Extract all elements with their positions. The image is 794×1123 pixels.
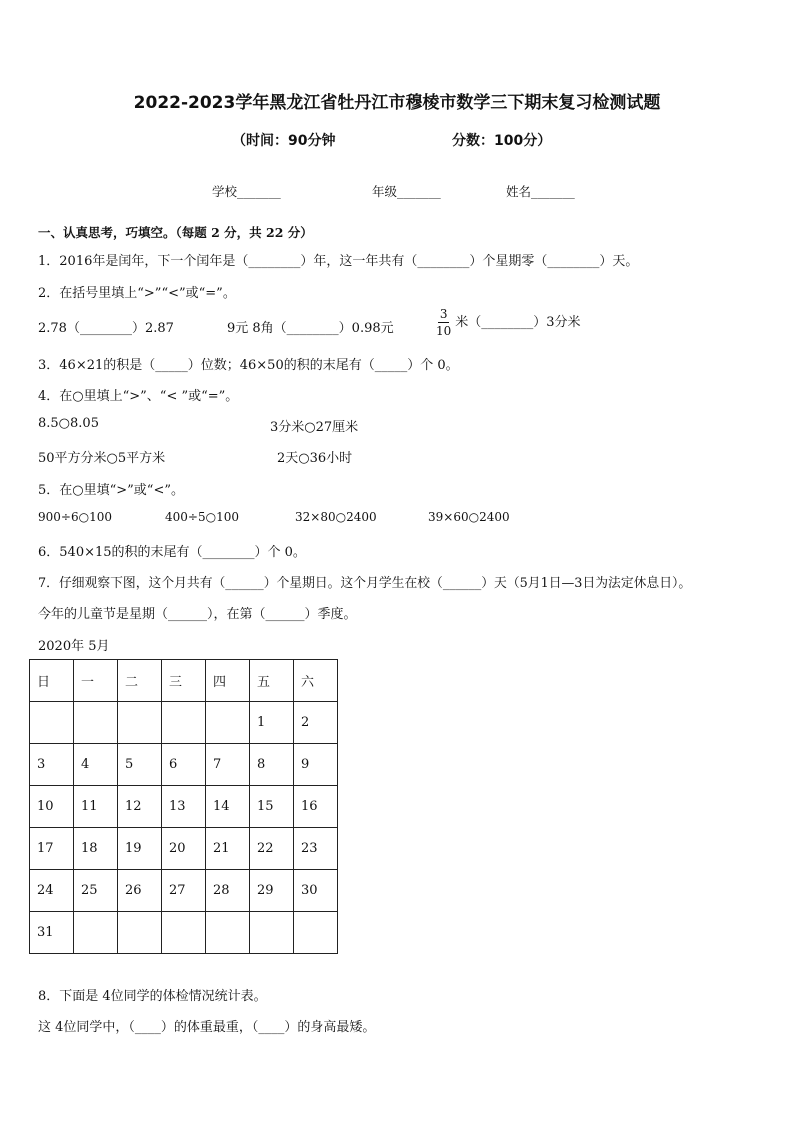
name-field: 姓名_______ <box>506 184 575 199</box>
calendar-cell: 二 <box>118 660 162 702</box>
calendar-cell: 8 <box>250 744 294 786</box>
calendar-row <box>30 912 338 954</box>
calendar-cell <box>118 702 162 744</box>
calendar-cell: 三 <box>162 660 206 702</box>
calendar-cell: 14 <box>206 786 250 828</box>
calendar-cell <box>250 912 294 954</box>
calendar-cell: 22 <box>250 828 294 870</box>
question-2-a: 2.78（________）2.87 <box>38 321 174 336</box>
question-8-line-2: 这 4位同学中，（____）的体重最重，（____）的身高最矮。 <box>38 1020 376 1035</box>
question-5-prompt: 5．在○里填“>”或“<”。 <box>38 483 184 498</box>
question-4-a: 8.5○8.05 <box>38 416 99 431</box>
question-7-line-1: 7．仔细观察下图，这个月共有（______）个星期日。这个月学生在校（______）天（5月1日—3日为法定休息日）。 <box>38 576 692 591</box>
calendar-table <box>29 659 338 954</box>
calendar-row <box>30 870 338 912</box>
calendar-cell <box>206 702 250 744</box>
exam-time: （时间：90分钟 <box>232 133 336 149</box>
question-5-c: 32×80○2400 <box>295 510 377 524</box>
calendar-row-header <box>30 660 338 702</box>
calendar-cell <box>294 912 338 954</box>
calendar-cell: 13 <box>162 786 206 828</box>
calendar-cell: 16 <box>294 786 338 828</box>
calendar-cell: 日 <box>30 660 74 702</box>
calendar-cell: 28 <box>206 870 250 912</box>
calendar-caption: 2020年 5月 <box>38 639 110 654</box>
exam-score: 分数：100分） <box>452 133 552 149</box>
calendar-cell <box>74 912 118 954</box>
calendar-cell: 20 <box>162 828 206 870</box>
calendar-cell: 21 <box>206 828 250 870</box>
calendar-cell: 19 <box>118 828 162 870</box>
calendar-cell: 2 <box>294 702 338 744</box>
calendar-cell: 26 <box>118 870 162 912</box>
calendar-cell <box>118 912 162 954</box>
calendar-cell: 6 <box>162 744 206 786</box>
calendar-cell: 12 <box>118 786 162 828</box>
section-heading: 一、认真思考，巧填空。（每题 2 分，共 22 分） <box>38 225 313 240</box>
question-2-c-text: 米（________）3分米 <box>455 315 581 330</box>
calendar-cell: 4 <box>74 744 118 786</box>
calendar-cell: 3 <box>30 744 74 786</box>
calendar-cell: 10 <box>30 786 74 828</box>
question-5-a: 900÷6○100 <box>38 510 112 524</box>
calendar-cell: 30 <box>294 870 338 912</box>
school-field: 学校_______ <box>212 184 281 199</box>
calendar-cell: 9 <box>294 744 338 786</box>
calendar-cell: 7 <box>206 744 250 786</box>
calendar-cell <box>162 912 206 954</box>
calendar-cell: 24 <box>30 870 74 912</box>
calendar-cell: 15 <box>250 786 294 828</box>
calendar-cell: 18 <box>74 828 118 870</box>
question-2-b: 9元 8角（________）0.98元 <box>227 321 394 336</box>
calendar-cell: 31 <box>30 912 74 954</box>
question-2-c <box>434 306 581 339</box>
fraction-numerator: 3 <box>439 307 448 321</box>
calendar-row <box>30 744 338 786</box>
question-1: 1．2016年是闰年，下一个闰年是（________）年，这一年共有（________）个星期零（________）天。 <box>38 254 639 269</box>
calendar-cell: 5 <box>118 744 162 786</box>
calendar-cell: 1 <box>250 702 294 744</box>
question-4-d: 2天○36小时 <box>277 451 353 466</box>
question-7-line-2: 今年的儿童节是星期（______），在第（______）季度。 <box>38 607 357 622</box>
page-title: 2022-2023学年黑龙江省牡丹江市穆棱市数学三下期末复习检测试题 <box>133 93 661 113</box>
calendar-cell: 一 <box>74 660 118 702</box>
calendar-cell <box>30 702 74 744</box>
question-5-d: 39×60○2400 <box>428 510 510 524</box>
calendar-cell: 25 <box>74 870 118 912</box>
question-2-prompt: 2．在括号里填上“>”“<”或“=”。 <box>38 286 236 301</box>
calendar-cell: 23 <box>294 828 338 870</box>
calendar-cell: 17 <box>30 828 74 870</box>
calendar-row <box>30 786 338 828</box>
question-4-c: 50平方分米○5平方米 <box>38 451 166 466</box>
calendar-cell <box>162 702 206 744</box>
question-4-b: 3分米○27厘米 <box>270 420 359 435</box>
calendar-cell <box>74 702 118 744</box>
question-3: 3．46×21的积是（_____）位数；46×50的积的末尾有（_____）个 0。 <box>38 358 459 373</box>
calendar-cell <box>206 912 250 954</box>
question-8-line-1: 8．下面是 4位同学的体检情况统计表。 <box>38 989 267 1004</box>
calendar-cell: 29 <box>250 870 294 912</box>
calendar-cell: 11 <box>74 786 118 828</box>
question-6: 6．540×15的积的末尾有（________）个 0。 <box>38 545 306 560</box>
calendar-row <box>30 828 338 870</box>
calendar-cell: 27 <box>162 870 206 912</box>
calendar-cell: 六 <box>294 660 338 702</box>
grade-field: 年级_______ <box>372 184 441 199</box>
calendar-cell: 四 <box>206 660 250 702</box>
fraction-denominator: 10 <box>436 324 452 338</box>
question-4-prompt: 4．在○里填上“>”、“< ”或“=”。 <box>38 389 239 404</box>
question-5-b: 400÷5○100 <box>165 510 239 524</box>
fraction <box>434 306 453 339</box>
calendar-row <box>30 702 338 744</box>
calendar-cell: 五 <box>250 660 294 702</box>
